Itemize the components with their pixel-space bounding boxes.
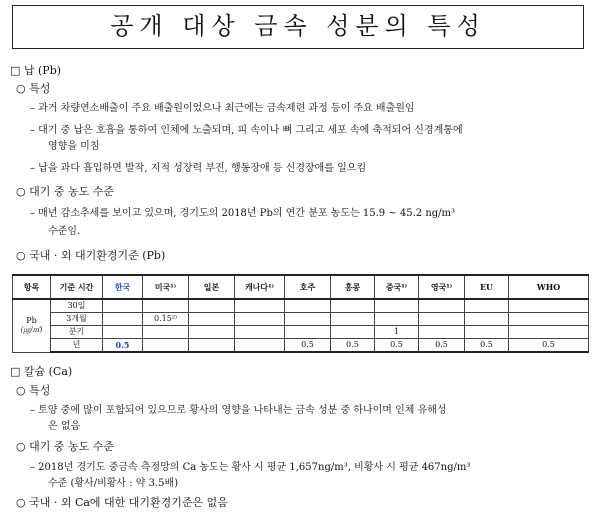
lead-conc-heading: ○ 대기 중 농도 수준 (16, 185, 114, 198)
table-row (13, 326, 589, 339)
table-cell (235, 339, 285, 353)
table-cell (331, 326, 375, 339)
calcium-conc-heading: ○ 대기 중 농도 수준 (16, 440, 114, 453)
table-cell (189, 313, 235, 326)
lead-feature-heading: ○ 특성 (16, 82, 51, 95)
item-unit: (㎍/㎥) (20, 326, 43, 335)
table-cell (103, 326, 143, 339)
table-cell (375, 299, 419, 313)
table-cell: 0.15²⁾ (143, 313, 189, 326)
lead-feature-2b: 영향을 미침 (48, 141, 100, 152)
page-title-text: 공개 대상 금속 성분의 특성 (110, 12, 486, 41)
table-cell (143, 339, 189, 353)
table-cell (189, 326, 235, 339)
lead-std-heading: ○ 국내 · 외 대기환경기준 (Pb) (16, 249, 166, 262)
table-cell (375, 313, 419, 326)
calcium-conc-1a: – 2018년 경기도 중금속 측정망의 Ca 농도는 황사 시 평균 1,657ng/m³, 비황사 시 평균 467ng/m³ (30, 462, 471, 473)
header-usa: 미국¹⁾ (143, 275, 189, 299)
table-cell: 0.5 (419, 339, 465, 353)
table-row (13, 299, 589, 313)
table-cell (509, 326, 589, 339)
table-cell (419, 299, 465, 313)
header-japan: 일본 (189, 275, 235, 299)
table-cell (285, 299, 331, 313)
header-uk: 영국¹⁾ (419, 275, 465, 299)
table-cell (235, 313, 285, 326)
table-cell (509, 313, 589, 326)
table-cell (285, 313, 331, 326)
lead-feature-1: – 과거 차량연소배출이 주요 배출원이었으나 최근에는 금속제련 과정 등이 주요 배출원임 (30, 103, 415, 114)
table-cell (509, 299, 589, 313)
table-cell: 0.5 (465, 339, 509, 353)
table-cell (235, 299, 285, 313)
table-cell (419, 326, 465, 339)
table-cell (419, 313, 465, 326)
table-cell: 0.5 (331, 339, 375, 353)
table-cell (331, 299, 375, 313)
table-header-row (13, 275, 589, 299)
header-china: 중국¹⁾ (375, 275, 419, 299)
calcium-heading: □ 칼슘 (Ca) (10, 365, 73, 378)
lead-feature-3: – 납을 과다 흡입하면 발작, 지적 성장력 부진, 행동장애 등 신경장애를 일으킴 (30, 163, 367, 174)
table-cell: 년 (51, 339, 103, 353)
header-australia: 호주 (285, 275, 331, 299)
table-row (13, 313, 589, 326)
lead-conc-1a: – 매년 감소추세를 보이고 있으며, 경기도의 2018년 Pb의 연간 분포 농도는 15.9 ~ 45.2 ng/m³ (30, 208, 456, 219)
table-cell (103, 299, 143, 313)
table-cell: 30일 (51, 299, 103, 313)
table-cell (285, 326, 331, 339)
table-cell (189, 299, 235, 313)
table-cell (465, 299, 509, 313)
table-cell: 3개월 (51, 313, 103, 326)
header-korea: 한국 (103, 275, 143, 299)
calcium-feature-1a: – 토양 중에 많이 포함되어 있으므로 황사의 영향을 나타내는 금속 성분 중 하나이며 인체 유해성 (30, 405, 447, 416)
header-canada: 캐나다¹⁾ (235, 275, 285, 299)
table-cell: 0.5 (285, 339, 331, 353)
calcium-feature-heading: ○ 특성 (16, 384, 51, 397)
table-cell (235, 326, 285, 339)
air-quality-standards-table (12, 274, 589, 353)
table-row (13, 339, 589, 353)
table-cell: 0.5 (509, 339, 589, 353)
table-cell: 분기 (51, 326, 103, 339)
header-hongkong: 홍콩 (331, 275, 375, 299)
lead-heading: □ 납 (Pb) (10, 64, 62, 77)
item-name: Pb (26, 316, 37, 325)
header-item: 항목 (13, 275, 51, 299)
table-cell (143, 299, 189, 313)
table-cell (465, 313, 509, 326)
lead-conc-1b: 수준임. (48, 226, 81, 237)
page-title (12, 5, 584, 49)
lead-feature-2a: – 대기 중 납은 호흡을 통하여 인체에 노출되며, 피 속이나 뼈 그리고 세포 속에 축적되어 신경계통에 (30, 125, 463, 136)
table-cell (189, 339, 235, 353)
header-who: WHO (509, 275, 589, 299)
table-cell: 1 (375, 326, 419, 339)
calcium-std-note: ○ 국내 · 외 Ca에 대한 대기환경기준은 없음 (16, 496, 228, 509)
table-cell (331, 313, 375, 326)
table-cell (143, 326, 189, 339)
calcium-conc-1b: 수준 (황사/비황사 : 약 3.5배) (48, 478, 179, 489)
table-cell: 0.5 (375, 339, 419, 353)
table-cell (103, 313, 143, 326)
table-cell: 0.5 (103, 339, 143, 353)
item-cell (13, 299, 51, 352)
calcium-feature-1b: 은 없음 (48, 421, 81, 432)
header-period: 기준 시간 (51, 275, 103, 299)
header-eu: EU (465, 275, 509, 299)
table-cell (465, 326, 509, 339)
